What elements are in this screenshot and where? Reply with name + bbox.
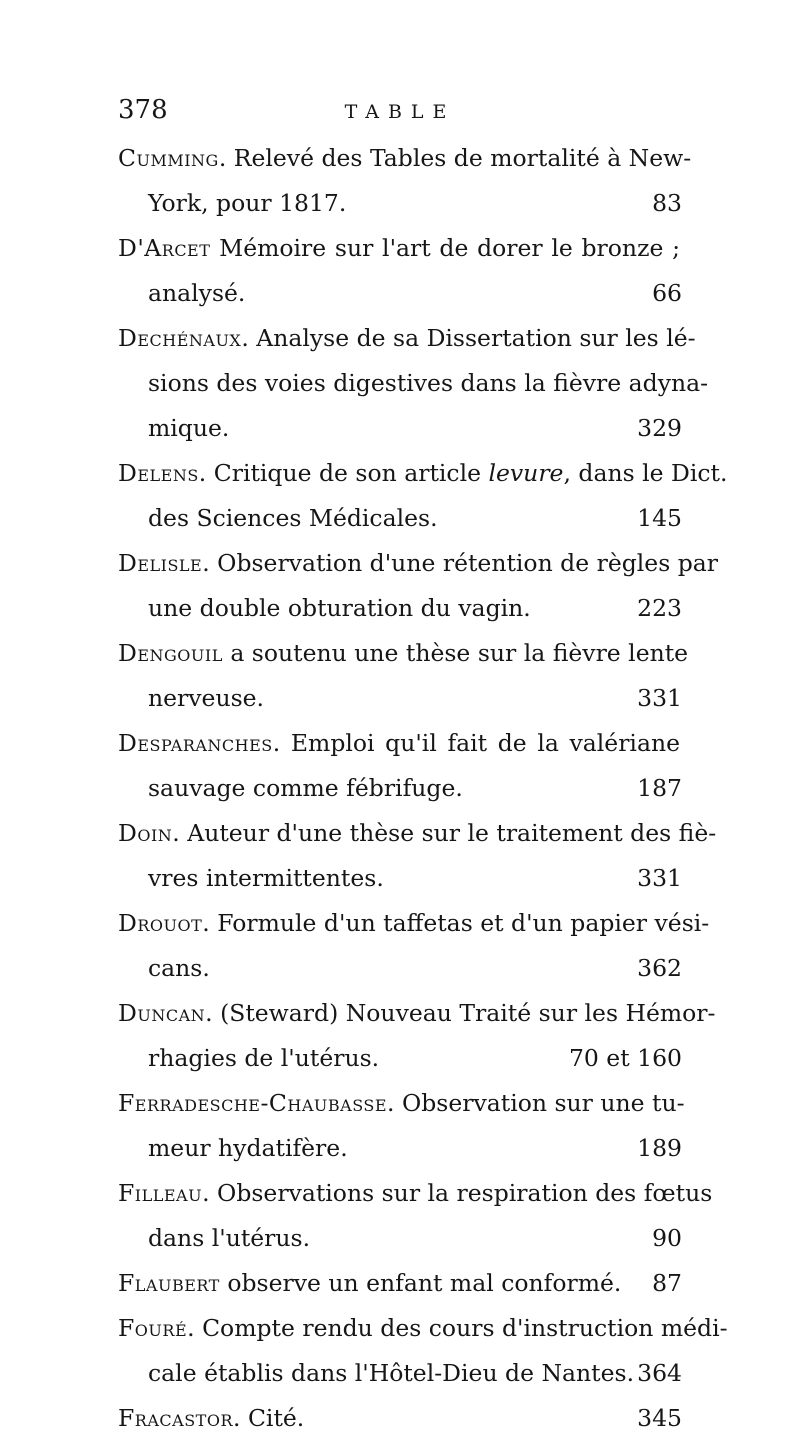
entry-name: Dechénaux [118,324,242,352]
page-ref: 189 [637,1134,682,1162]
entry-name: Doin [118,819,173,847]
entry-text: cans. [148,954,210,982]
entry-text: York, pour 1817. [148,189,347,217]
index-entry [0,316,800,451]
index-entry [0,1171,800,1261]
index-entry [0,1081,800,1171]
index-entry [0,1306,800,1396]
index-entry [0,631,800,721]
entry-name: Duncan [118,999,206,1027]
page-ref: 331 [637,684,682,712]
page-ref: 87 [652,1269,682,1297]
page-ref: 90 [652,1224,682,1252]
entry-text: Mémoire sur l'art de dorer le bronze ; [210,234,680,262]
entry-text: mique. [148,414,230,442]
entry-text: observe un enfant mal conformé. [219,1269,622,1297]
entry-italic-term: levure [488,459,564,487]
page-ref: 187 [637,774,682,802]
page-ref: 345 [637,1404,682,1432]
entry-text: . Critique de son article [198,459,489,487]
entry-name: Fouré [118,1314,188,1342]
page-ref: 70 et 160 [568,1044,682,1072]
entry-name: Dengouil [118,639,223,667]
index-entries [0,136,800,1441]
entry-text: . Observation d'une rétention de règles par [202,549,719,577]
index-entry [0,226,800,316]
entry-text: . Cité. [233,1404,305,1432]
entry-text: a soutenu une thèse sur la fièvre lente [222,639,689,667]
entry-text: meur hydatifère. [148,1134,348,1162]
entry-name: Filleau [118,1179,203,1207]
entry-name: D'Arcet [118,234,211,262]
page-ref: 66 [652,279,682,307]
entry-text: une double obturation du vagin. [148,594,531,622]
entry-text: . Formule d'un taffetas et d'un papier vési- [202,909,710,937]
entry-name: Delens [118,459,199,487]
entry-text: des Sciences Médicales. [148,504,438,532]
index-entry [0,721,800,811]
entry-name: Ferradesche-Chaubasse [118,1089,388,1117]
entry-text: , dans le Dict. [563,459,728,487]
index-entry [0,991,800,1081]
entry-text: sions des voies digestives dans la fièvre adyna- [148,369,709,397]
page-ref: 83 [652,189,682,217]
entry-name: Delisle [118,549,203,577]
index-entry [0,1396,800,1441]
index-entry [0,901,800,991]
entry-text: nerveuse. [148,684,265,712]
entry-text: . (Steward) Nouveau Traité sur les Hémor- [205,999,716,1027]
index-entry [0,451,800,541]
entry-text: cale établis dans l'Hôtel-Dieu de Nantes. [148,1359,635,1387]
index-entry [0,811,800,901]
page-number: 378 [118,95,168,125]
page-ref: 145 [637,504,682,532]
index-entry [0,1261,800,1306]
page-ref: 223 [637,594,682,622]
page-ref: 329 [637,414,682,442]
page-ref: 331 [637,864,682,892]
entry-text: sauvage comme fébrifuge. [148,774,463,802]
entry-name: Drouot [118,909,203,937]
entry-text: dans l'utérus. [148,1224,311,1252]
entry-text: . Compte rendu des cours d'instruction médi- [187,1314,728,1342]
running-title: TABLE [344,101,456,123]
entry-name: Cumming [118,144,219,172]
entry-text: . Emploi qu'il fait de la valériane [272,729,680,757]
entry-text: . Analyse de sa Dissertation sur les lé- [241,324,696,352]
index-entry [0,136,800,226]
entry-text: rhagies de l'utérus. [148,1044,380,1072]
page-ref: 364 [637,1359,682,1387]
entry-text: vres intermittentes. [148,864,384,892]
entry-text: analysé. [148,279,246,307]
page-header [0,95,800,135]
entry-text: . Observation sur une tu- [387,1089,685,1117]
entry-text: . Observations sur la respiration des fœtus [202,1179,713,1207]
entry-name: Flaubert [118,1269,220,1297]
entry-text: . Auteur d'une thèse sur le traitement des fiè- [172,819,717,847]
entry-name: Desparanches [118,729,273,757]
index-entry [0,541,800,631]
entry-name: Fracastor [118,1404,234,1432]
page-ref: 362 [637,954,682,982]
entry-text: . Relevé des Tables de mortalité à New- [218,144,692,172]
